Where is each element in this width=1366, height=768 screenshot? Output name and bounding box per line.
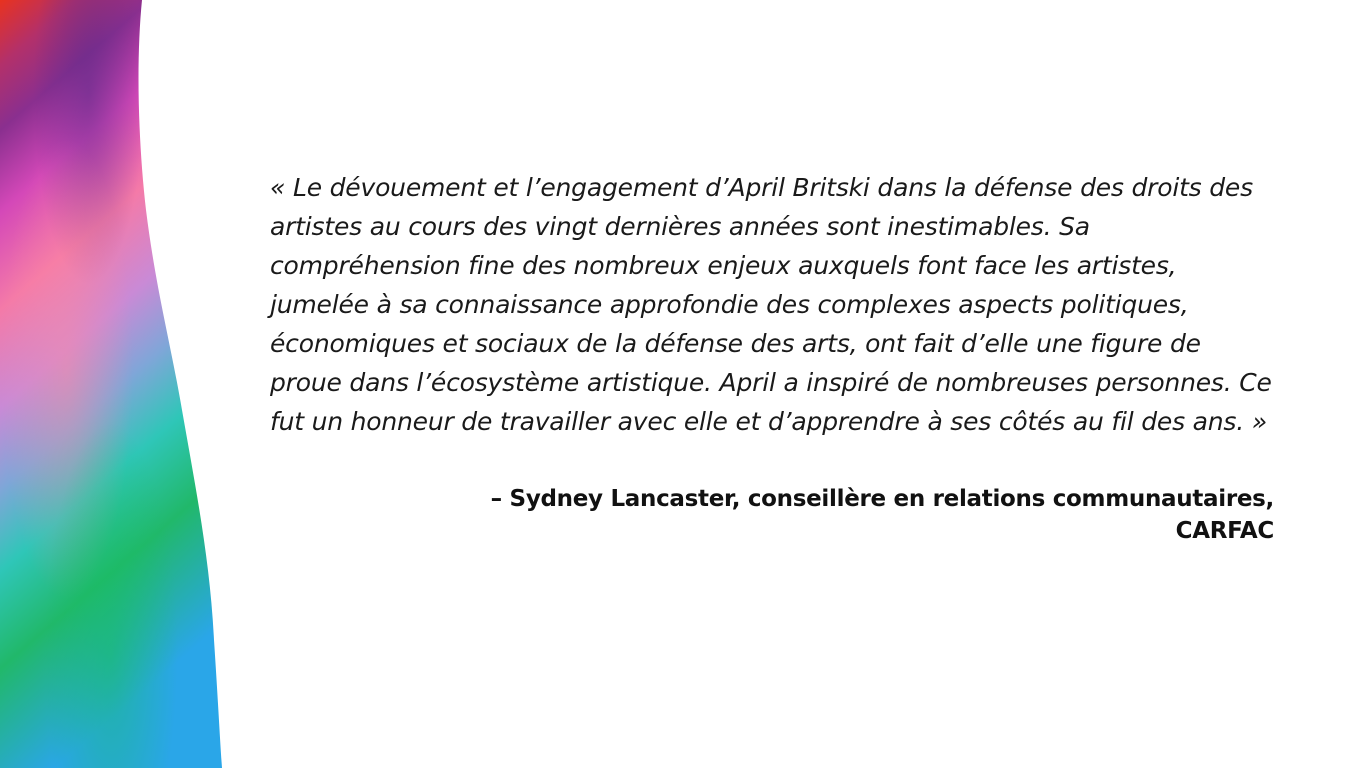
quote-block <box>270 168 1280 547</box>
quote-text: « Le dévouement et l’engagement d’April Britski dans la défense des droits des artistes au cours des vingt dernières années sont inestimables. Sa compréhension fine des nombreux enjeux auxquels font face les artistes, jumelée à sa connaissance approfondie des complexes aspects politiques, économiques et sociaux de la défense des arts, ont fait d’elle une figure de proue dans l’écosystème artistique. April a inspiré de nombreuses personnes. Ce fut un honneur de travailler avec elle et d’apprendre à ses côtés au fil des ans. » <box>270 173 1272 436</box>
attribution-organization: CARFAC <box>1175 518 1274 544</box>
attribution-name-role: – Sydney Lancaster, conseillère en relations communautaires, <box>490 486 1274 512</box>
quote-attribution <box>270 483 1280 547</box>
watercolor-decoration <box>0 0 240 768</box>
